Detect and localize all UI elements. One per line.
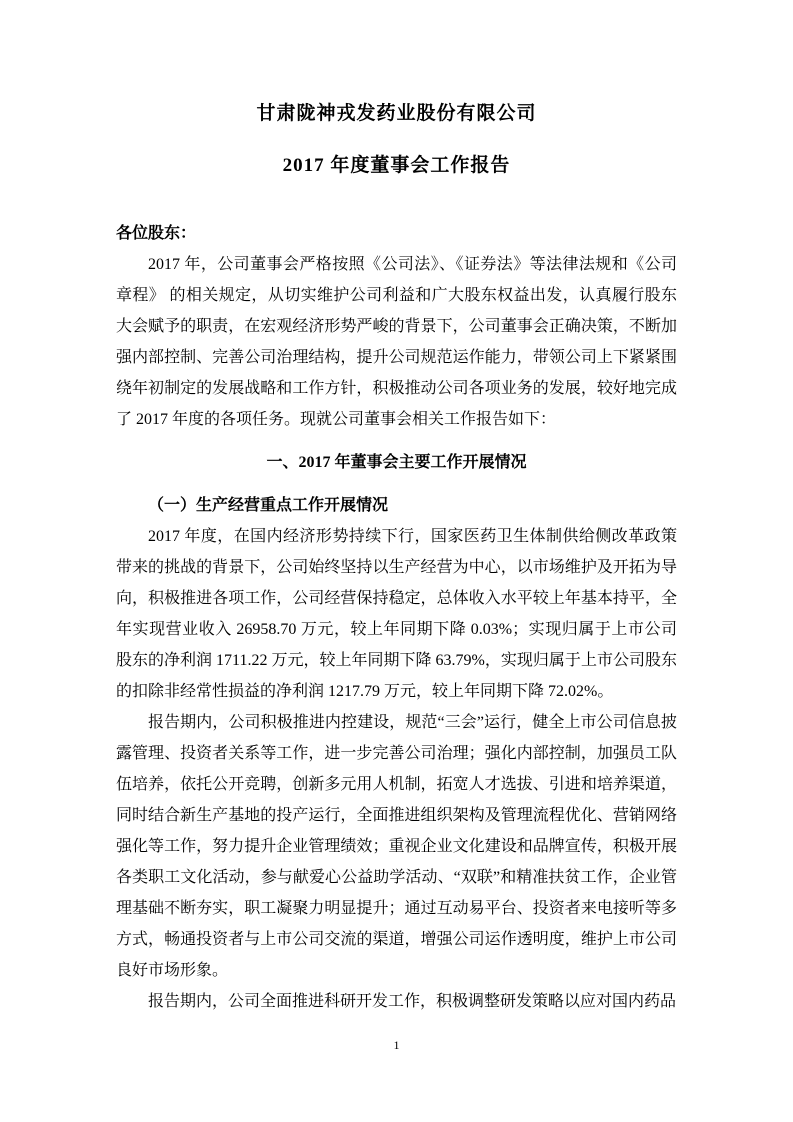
paragraph-research: 报告期内，公司全面推进科研开发工作，积极调整研发策略以应对国内药品 <box>148 993 677 1010</box>
doc-title-company: 甘肃陇神戎发药业股份有限公司 <box>256 103 537 124</box>
paragraph-operations: 2017 年度，在国内经济形势持续下行，国家医药卫生体制供给侧改革政策带来的挑战的背景下，公司始终坚持以生产经营为中心，以市场维护及开拓为导向，积极推进各项工作，公司经营保持稳定，总体收入水平较上年基本持平，全年实现营业收入 26958.70 万元，较上年同期下降 0.03%；实现归属于上市公司股东的净利润 1711.22 万元，较上年同期下降 63.79%，实现归属于上市公司股东的扣除非经常性损益的净利润 1217.79 万元，较上年同期下降 72.02%。 <box>116 528 677 700</box>
subsection-heading-1-1: （一）生产经营重点工作开展情况 <box>148 497 389 514</box>
doc-title-report: 2017 年度董事会工作报告 <box>282 155 511 176</box>
salutation: 各位股东： <box>116 225 197 242</box>
intro-paragraph: 2017 年，公司董事会严格按照《公司法》、《证券法》等法律法规和《公司章程》 的相关规定，从切实维护公司利益和广大股东权益出发，认真履行股东大会赋予的职责，在宏观经济形势严峻的背景下，公司董事会正确决策，不断加强内部控制、完善公司治理结构，提升公司规范运作能力，带领公司上下紧紧围绕年初制定的发展战略和工作方针，积极推动公司各项业务的发展，较好地完成了 2017 年度的各项任务。现就公司董事会相关工作报告如下： <box>116 256 677 428</box>
section-heading-1: 一、2017 年董事会主要工作开展情况 <box>266 454 527 471</box>
paragraph-governance: 报告期内，公司积极推进内控建设，规范“三会”运行，健全上市公司信息披露管理、投资者关系等工作，进一步完善公司治理；强化内部控制，加强员工队伍培养，依托公开竞聘，创新多元用人机制，拓宽人才选拔、引进和培养渠道，同时结合新生产基地的投产运行，全面推进组织架构及管理流程优化、营销网络强化等工作，努力提升企业管理绩效；重视企业文化建设和品牌宣传，积极开展各类职工文化活动，参与献爱心公益助学活动、“双联”和精准扶贫工作，企业管理基础不断夯实，职工凝聚力明显提升；通过互动易平台、投资者来电接听等多方式，畅通投资者与上市公司交流的渠道，增强公司运作透明度，维护上市公司良好市场形象。 <box>116 714 677 979</box>
page-number: 1 <box>393 1038 400 1052</box>
